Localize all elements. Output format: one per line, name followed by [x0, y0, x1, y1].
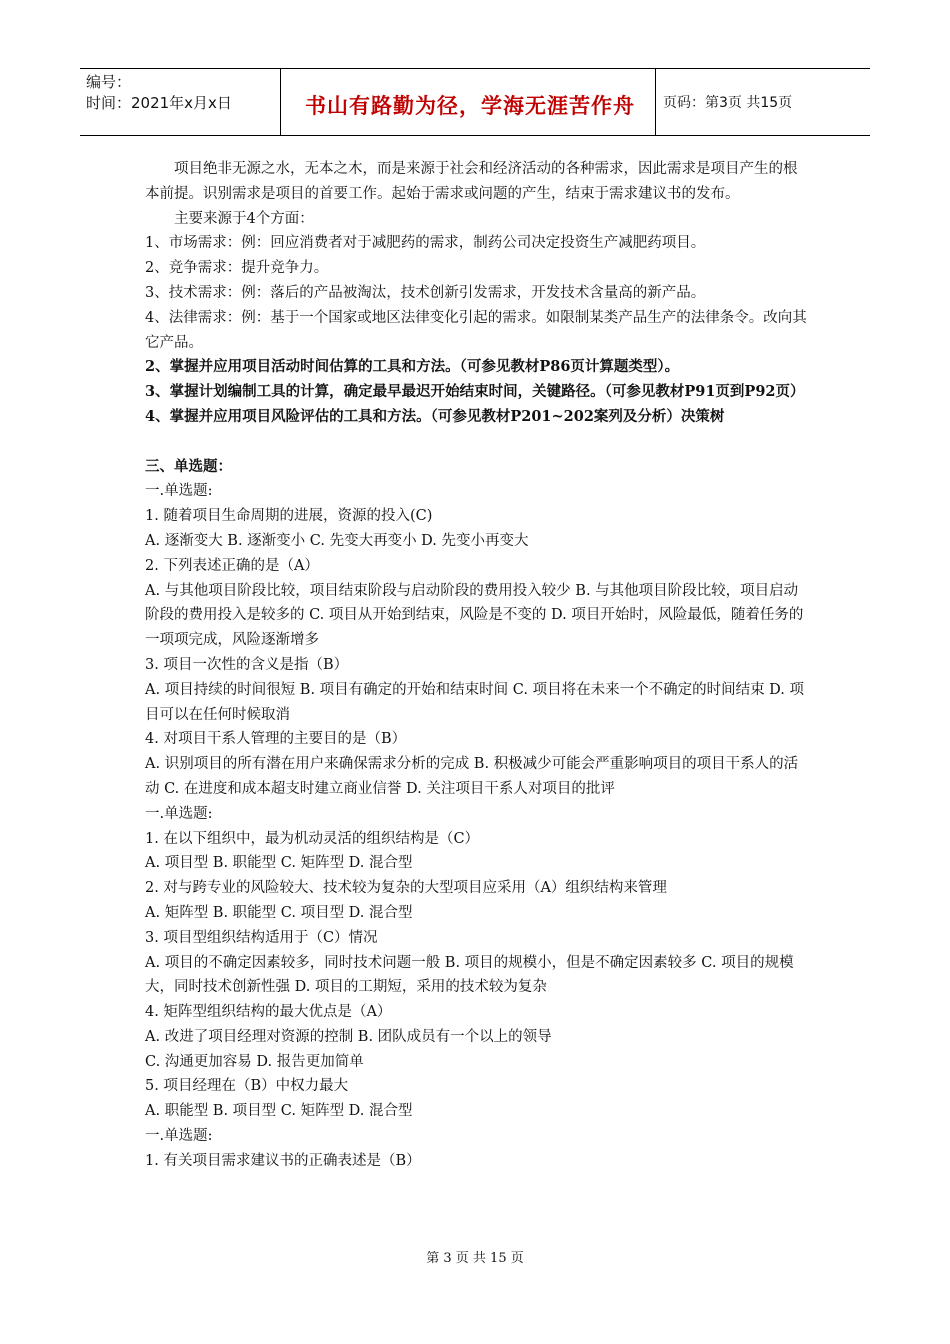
page-header	[80, 68, 870, 136]
paragraph: 1、市场需求：例：回应消费者对于减肥药的需求，制药公司决定投资生产减肥药项目。	[145, 235, 706, 252]
paragraph: 3、技术需求：例：落后的产品被淘汰，技术创新引发需求，开发技术含量高的新产品。	[145, 284, 706, 301]
blank-line	[145, 430, 810, 455]
paragraph: A. 项目持续的时间很短 B. 项目有确定的开始和结束时间 C. 项目将在未来一个不确定的时间结束 D. 项目可以在任何时候取消	[145, 681, 805, 723]
paragraph: 2. 对与跨专业的风险较大、技术较为复杂的大型项目应采用（A）组织结构来管理	[145, 880, 667, 897]
paragraph: A. 项目型 B. 职能型 C. 矩阵型 D. 混合型	[145, 855, 413, 872]
paragraph: A. 逐渐变大 B. 逐渐变小 C. 先变大再变小 D. 先变小再变大	[145, 532, 529, 549]
paragraph: 2. 下列表述正确的是（A）	[145, 557, 319, 574]
paragraph: 1. 有关项目需求建议书的正确表述是（B）	[145, 1152, 421, 1169]
header-page-info: 页码：第3页 共15页	[663, 95, 793, 111]
paragraph: 一.单选题:	[145, 483, 213, 500]
paragraph: 2、掌握并应用项目活动时间估算的工具和方法。（可参见教材P86页计算题类型）。	[145, 358, 680, 376]
paragraph: 3. 项目型组织结构适用于（C）情况	[145, 929, 378, 946]
header-meta	[86, 72, 232, 114]
time-label: 时间：2021年x月x日	[86, 94, 232, 112]
paragraph: 4、法律需求：例：基于一个国家或地区法律变化引起的需求。如限制某类产品生产的法律条令。改向其它产品。	[145, 309, 807, 351]
paragraph: A. 项目的不确定因素较多，同时技术问题一般 B. 项目的规模小，但是不确定因素较多 C. 项目的规模大，同时技术创新性强 D. 项目的工期短，采用的技术较为复杂	[145, 954, 794, 996]
header-divider-left	[280, 68, 281, 136]
paragraph: 1. 随着项目生命周期的进展，资源的投入(C)	[145, 508, 433, 525]
paragraph: 项目绝非无源之水，无本之木，而是来源于社会和经济活动的各种需求，因此需求是项目产生的根本前提。识别需求是项目的首要工作。起始于需求或问题的产生，结束于需求建议书的发布。	[145, 161, 798, 202]
header-top-rule	[80, 68, 870, 69]
paragraph: C. 沟通更加容易 D. 报告更加简单	[145, 1053, 364, 1070]
paragraph: 4、掌握并应用项目风险评估的工具和方法。（可参见教材P201~202案列及分析）决策树	[145, 407, 725, 425]
paragraph: A. 与其他项目阶段比较，项目结束阶段与启动阶段的费用投入较少 B. 与其他项目阶段比较，项目启动阶段的费用投入是较多的 C. 项目从开始到结束，风险是不变的 D. 项目开始时，风险最低，随着任务的一项项完成，风险逐渐增多	[145, 582, 804, 649]
paragraph: 一.单选题:	[145, 1128, 213, 1145]
header-bottom-rule	[80, 135, 870, 136]
header-motto: 书山有路勤为径，学海无涯苦作舟	[305, 94, 635, 118]
header-divider-right	[655, 68, 656, 136]
number-label: 编号：	[86, 73, 132, 91]
paragraph: A. 职能型 B. 项目型 C. 矩阵型 D. 混合型	[145, 1103, 413, 1120]
paragraph: 3、掌握计划编制工具的计算，确定最早最迟开始结束时间，关键路径。（可参见教材P91页到P92页）	[145, 383, 805, 401]
paragraph: 1. 在以下组织中，最为机动灵活的组织结构是（C）	[145, 830, 480, 847]
paragraph: 三、单选题：	[145, 457, 232, 475]
paragraph: 5. 项目经理在（B）中权力最大	[145, 1078, 349, 1095]
paragraph: A. 改进了项目经理对资源的控制 B. 团队成员有一个以上的领导	[145, 1028, 552, 1045]
paragraph: 一.单选题:	[145, 805, 213, 822]
paragraph: 4. 矩阵型组织结构的最大优点是（A）	[145, 1004, 392, 1021]
paragraph: 2、竞争需求：提升竞争力。	[145, 260, 329, 277]
paragraph: 4. 对项目干系人管理的主要目的是（B）	[145, 731, 407, 748]
paragraph: A. 矩阵型 B. 职能型 C. 项目型 D. 混合型	[145, 904, 413, 921]
paragraph: 主要来源于4个方面：	[174, 210, 314, 227]
paragraph: 3. 项目一次性的含义是指（B）	[145, 656, 349, 673]
paragraph: A. 识别项目的所有潜在用户来确保需求分析的完成 B. 积极减少可能会严重影响项目的项目干系人的活动 C. 在进度和成本超支时建立商业信誉 D. 关注项目干系人对项目的批评	[145, 756, 799, 797]
document-body	[145, 157, 810, 1174]
page-footer: 第 3 页 共 15 页	[426, 1251, 524, 1266]
